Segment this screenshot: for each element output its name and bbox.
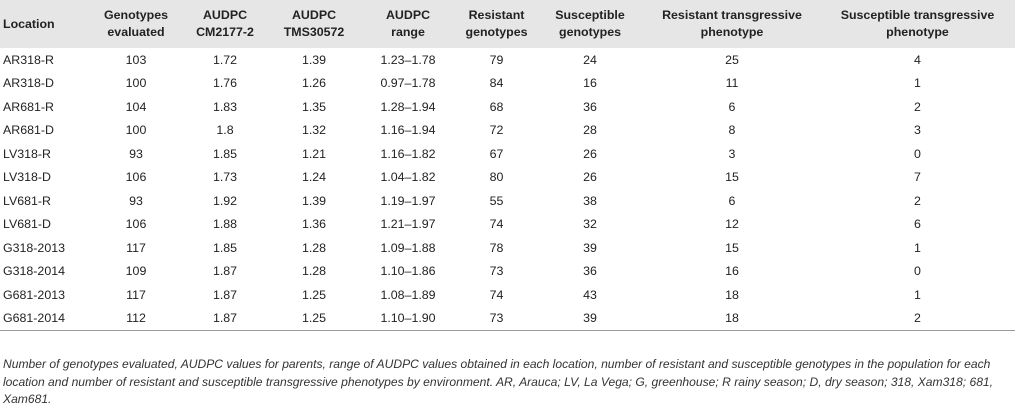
table-cell: 1.88 [212, 217, 238, 232]
column-header-text: genotypes [465, 25, 528, 39]
table-row [0, 189, 1015, 213]
table-cell: 1.85 [212, 240, 238, 255]
table-cell: 39 [583, 240, 597, 255]
table-cell: 100 [125, 123, 147, 138]
table-cell: 1.76 [212, 76, 238, 91]
table-cell: 4 [914, 52, 921, 67]
column-header-text: Resistant [468, 8, 525, 22]
table-cell: 1.72 [212, 52, 238, 67]
header-row [0, 0, 1015, 48]
column-header-text: phenotype [886, 25, 949, 39]
table-row [0, 236, 1015, 260]
column-header [181, 0, 269, 48]
table-cell: 26 [583, 170, 597, 185]
table-cell: 93 [129, 146, 143, 161]
table-cell: 0 [914, 146, 921, 161]
column-header-text: CM2177-2 [196, 25, 254, 39]
table-header [0, 0, 1015, 48]
table-cell: 1.25 [301, 287, 327, 302]
table-body [0, 48, 1015, 331]
table-cell: 1.32 [301, 123, 327, 138]
table-cell: 2 [914, 99, 921, 114]
table-cell: 1.08–1.89 [380, 287, 436, 302]
table-cell: 117 [126, 240, 146, 255]
table-cell: 1.28 [301, 240, 327, 255]
column-header-text: evaluated [107, 25, 165, 39]
table-cell: 1.39 [301, 52, 327, 67]
table-cell: 28 [583, 123, 597, 138]
table-cell: 79 [489, 52, 504, 67]
table-cell: 1.92 [212, 193, 238, 208]
table-row [0, 95, 1015, 119]
table-cell: 2 [820, 307, 1015, 331]
table-cell: 106 [125, 217, 147, 232]
table-cell: 1.85 [212, 146, 238, 161]
table-cell: 1.73 [212, 170, 238, 185]
table-cell: 16 [583, 76, 597, 91]
location-cell: LV318-D [3, 170, 51, 185]
table-cell: 109 [125, 264, 147, 279]
table-cell: 1.19–1.97 [380, 193, 436, 208]
table-cell: 78 [489, 240, 504, 255]
location-cell: G318-2013 [3, 240, 66, 255]
table-cell: 1.83 [212, 99, 238, 114]
table-row [0, 166, 1015, 190]
location-cell: AR681-D [3, 123, 54, 138]
table-row [0, 283, 1015, 307]
location-cell: AR681-R [3, 99, 54, 114]
table-cell: 1.87 [181, 307, 269, 331]
table-row [0, 213, 1015, 237]
table-cell: 6 [914, 217, 921, 232]
location-cell: LV681-R [3, 193, 51, 208]
table-cell: 15 [725, 170, 739, 185]
location-cell: AR318-R [3, 52, 54, 67]
table-cell: 1.21 [301, 146, 327, 161]
location-cell: G681-2013 [3, 287, 66, 302]
table-cell: 1.39 [301, 193, 327, 208]
column-header [0, 0, 91, 48]
table-cell: 3 [914, 123, 921, 138]
table-cell: 1.23–1.78 [380, 52, 436, 67]
table-cell: 1.16–1.94 [380, 123, 436, 138]
table-cell: 1.35 [301, 99, 327, 114]
table-cell: 74 [489, 287, 504, 302]
table-cell: 36 [583, 264, 597, 279]
location-cell: LV681-D [3, 217, 51, 232]
table-cell: 1.04–1.82 [380, 170, 436, 185]
table-cell: 1.87 [212, 264, 238, 279]
table-cell: 1.8 [216, 123, 234, 138]
location-cell: LV318-R [3, 146, 51, 161]
table-cell: 1.36 [301, 217, 327, 232]
column-header-text: Susceptible [555, 8, 625, 22]
column-header [91, 0, 181, 48]
column-header [644, 0, 820, 48]
table-cell: 11 [725, 76, 739, 91]
column-header [820, 0, 1015, 48]
table-cell: 84 [489, 76, 504, 91]
column-header-text: AUDPC [385, 8, 431, 22]
table-cell: 8 [728, 123, 736, 138]
table-cell: 67 [489, 146, 504, 161]
table-cell: 106 [125, 170, 147, 185]
table-cell: 6 [728, 193, 736, 208]
location-cell: G681-2014 [0, 307, 91, 331]
table-cell: 80 [489, 170, 504, 185]
table-cell: 73 [457, 307, 536, 331]
table-cell: 25 [725, 52, 739, 67]
table-row [0, 307, 1015, 331]
table-cell: 117 [126, 287, 146, 302]
table-cell: 112 [91, 307, 181, 331]
table-cell: 7 [914, 170, 921, 185]
table-cell: 32 [583, 217, 597, 232]
table-cell: 1.16–1.82 [380, 146, 436, 161]
table-cell: 1.28–1.94 [380, 99, 436, 114]
column-header-text: range [391, 25, 425, 39]
column-header-text: Resistant transgressive [662, 8, 802, 22]
column-header-text: AUDPC [291, 8, 337, 22]
column-header [457, 0, 536, 48]
table-cell: 104 [125, 99, 147, 114]
table-cell: 0.97–1.78 [380, 76, 436, 91]
table-cell: 55 [489, 193, 504, 208]
table-row [0, 72, 1015, 96]
table-row [0, 119, 1015, 143]
column-header-text: Location [3, 16, 55, 31]
table-cell: 16 [725, 264, 739, 279]
table-cell: 1.25 [269, 307, 359, 331]
location-cell: G318-2014 [3, 264, 66, 279]
table-row [0, 260, 1015, 284]
table-cell: 43 [583, 287, 597, 302]
table-cell: 1.24 [301, 170, 327, 185]
table-cell: 1 [914, 287, 921, 302]
table-row [0, 142, 1015, 166]
table-cell: 93 [129, 193, 143, 208]
table-cell: 38 [583, 193, 597, 208]
table-cell: 39 [536, 307, 644, 331]
table-cell: 0 [914, 264, 921, 279]
table-cell: 26 [583, 146, 597, 161]
table-cell: 18 [725, 287, 739, 302]
column-header-text: AUDPC [202, 8, 248, 22]
table-cell: 1.28 [301, 264, 327, 279]
column-header [359, 0, 457, 48]
table-row [0, 48, 1015, 72]
table-caption: Number of genotypes evaluated, AUDPC values for parents, range of AUDPC values obtained in each location, number of resistant and susceptible genotypes in the population for each location and number of resistant and susceptible transgressive phenotypes by environment. AR, Arauca; LV, La Vega; G, greenhouse; R rainy season; D, dry season; 318, Xam318; 681, Xam681. [3, 357, 994, 406]
table-cell: 100 [125, 76, 147, 91]
table-cell: 6 [728, 99, 736, 114]
table-cell: 1.09–1.88 [380, 240, 436, 255]
location-cell: AR318-D [3, 76, 54, 91]
column-header-text: Susceptible transgressive [840, 8, 995, 22]
table-cell: 2 [914, 193, 921, 208]
table-cell: 15 [725, 240, 739, 255]
column-header-text: Genotypes [103, 8, 169, 22]
column-header [269, 0, 359, 48]
table-cell: 103 [125, 52, 147, 67]
table-cell: 12 [725, 217, 739, 232]
table-cell: 1.87 [212, 287, 238, 302]
column-header-text: TMS30572 [283, 25, 345, 39]
table-cell: 1.21–1.97 [380, 217, 436, 232]
table-cell: 72 [489, 123, 504, 138]
table-cell: 24 [583, 52, 597, 67]
table-cell: 3 [728, 146, 736, 161]
table-cell: 74 [489, 217, 504, 232]
table-cell: 68 [489, 99, 504, 114]
column-header-text: phenotype [700, 25, 764, 39]
table-cell: 1 [914, 76, 921, 91]
table-cell: 1.10–1.90 [359, 307, 457, 331]
table-cell: 1.10–1.86 [380, 264, 436, 279]
table-cell: 18 [644, 307, 820, 331]
table-cell: 36 [583, 99, 597, 114]
table-cell: 1.26 [301, 76, 327, 91]
column-header-text: genotypes [559, 25, 621, 39]
table-cell: 73 [489, 264, 504, 279]
column-header [536, 0, 644, 48]
table-cell: 1 [914, 240, 921, 255]
